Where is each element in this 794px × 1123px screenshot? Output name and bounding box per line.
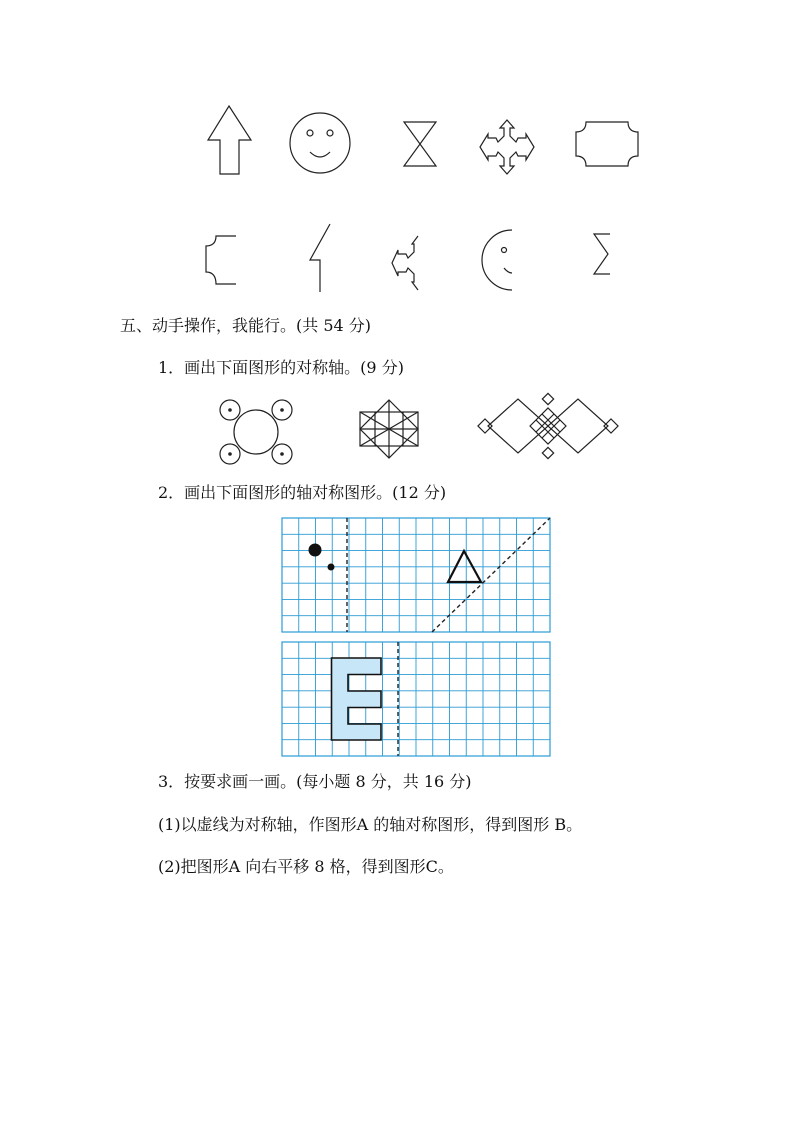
half-hourglass-shape <box>588 230 614 278</box>
section5-heading: 五、动手操作，我能行。(共 54 分) <box>120 316 372 335</box>
question-2: 2．画出下面图形的轴对称图形。(12 分) <box>158 483 447 502</box>
half-four-way-arrow-shape <box>388 234 424 292</box>
half-arrow-shape <box>300 220 340 295</box>
top-grid-figure <box>282 518 550 632</box>
circle-with-four-dots-figure <box>218 398 294 466</box>
chinese-knot-figure <box>478 395 618 459</box>
question-3-part-1: (1)以虚线为对称轴，作图形A 的轴对称图形，得到图形 B。 <box>158 815 583 834</box>
question-1: 1．画出下面图形的对称轴。(9 分) <box>158 358 404 377</box>
notched-rectangle-shape <box>572 118 642 170</box>
smiley-face-shape <box>285 108 355 178</box>
hourglass-shape <box>398 118 442 172</box>
bottom-grid-letter-e-figure <box>282 642 550 756</box>
question-3: 3．按要求画一画。(每小题 8 分，共 16 分) <box>158 772 472 791</box>
arrow-up-shape <box>200 100 260 180</box>
question-3-part-2: (2)把图形A 向右平移 8 格，得到图形C。 <box>158 857 454 876</box>
half-smiley-shape <box>478 228 518 292</box>
four-way-arrow-shape <box>478 118 536 176</box>
square-diamond-grid-figure <box>356 398 422 462</box>
half-notched-shape <box>200 232 240 290</box>
